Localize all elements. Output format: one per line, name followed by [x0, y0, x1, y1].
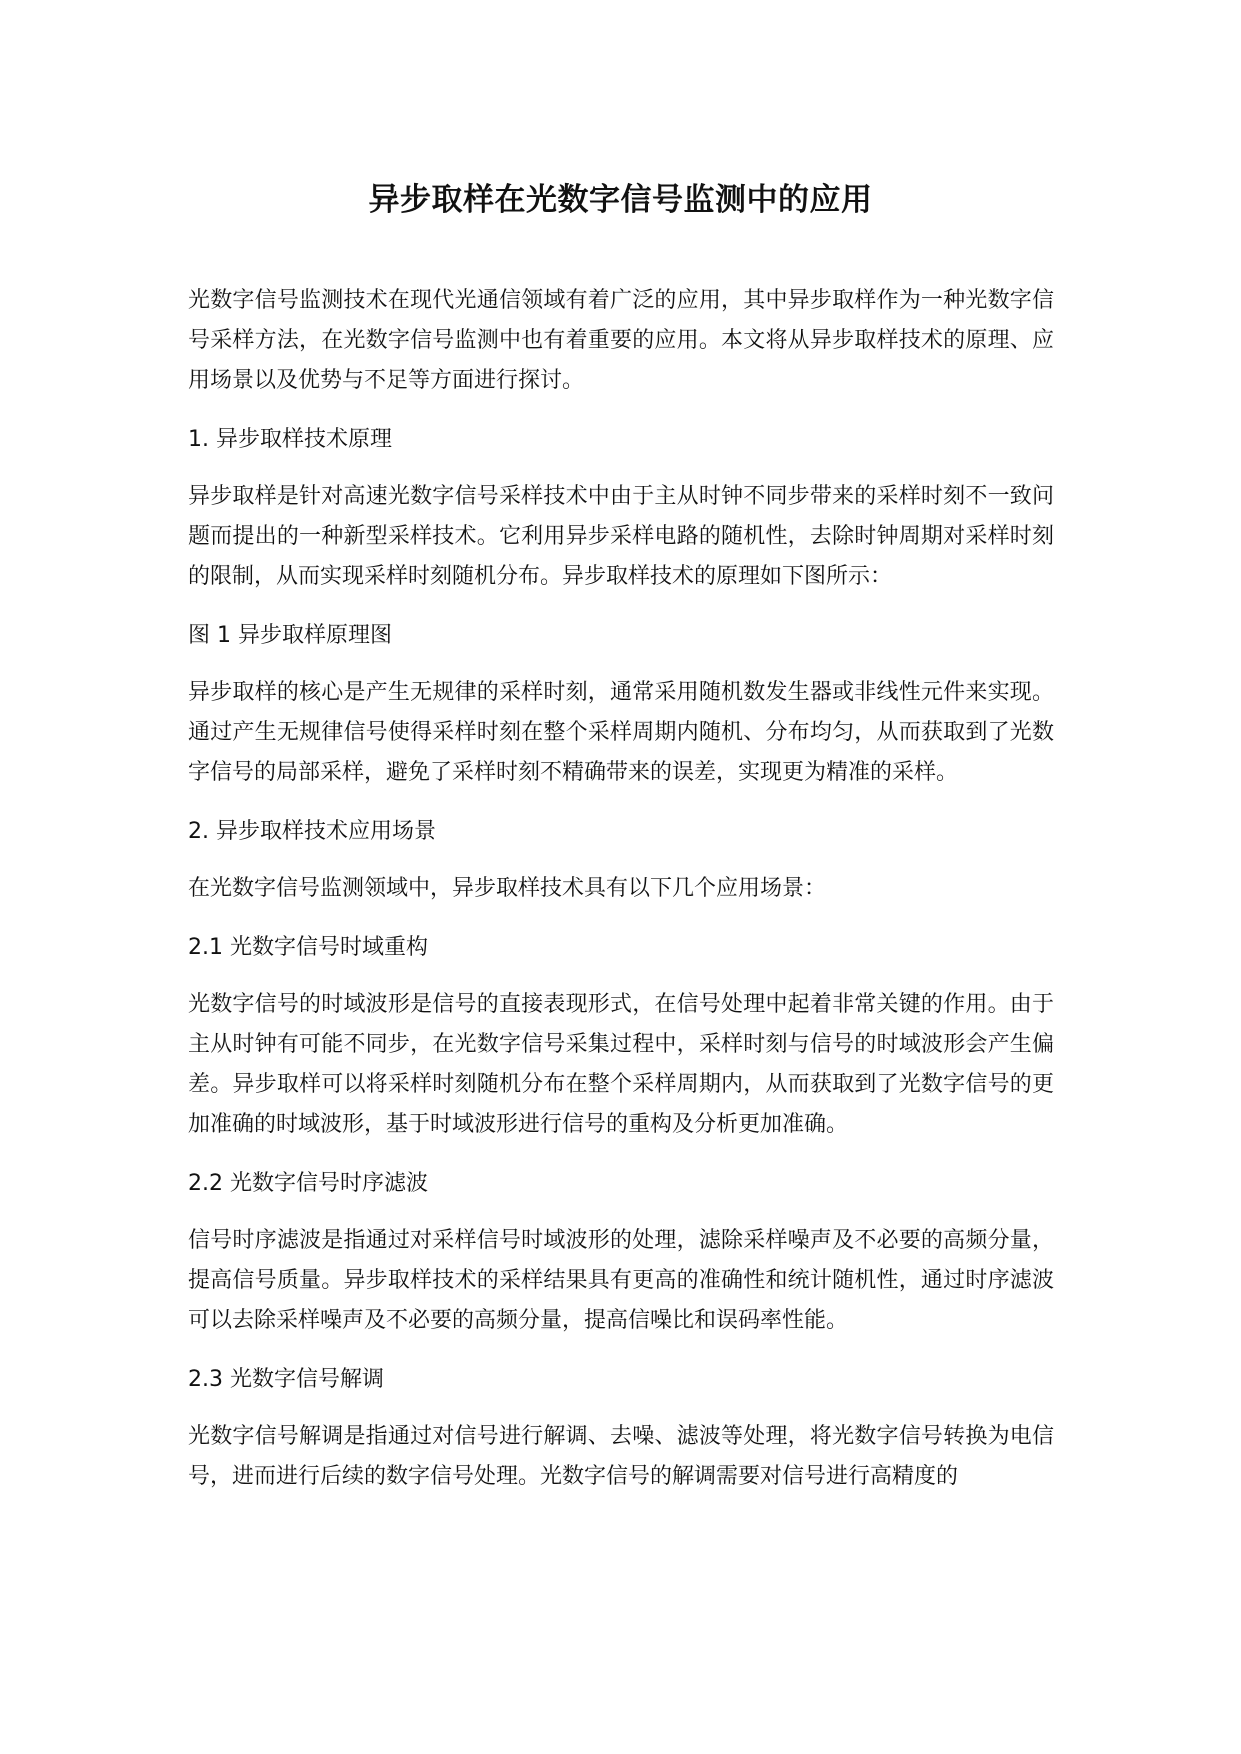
document-title: 异步取样在光数字信号监测中的应用 [368, 182, 873, 218]
subsection-heading-2-2: 2.2 光数字信号时序滤波 [188, 1171, 428, 1196]
section-heading-2: 2. 异步取样技术应用场景 [188, 819, 436, 844]
document-body [188, 281, 1054, 1516]
body-paragraph: 异步取样是针对高速光数字信号采样技术中由于主从时钟不同步带来的采样时刻不一致问题而提出的一种新型采样技术。它利用异步采样电路的随机性，去除时钟周期对采样时刻的限制，从而实现采样时刻随机分布。异步取样技术的原理如下图所示： [188, 484, 1054, 589]
section-heading-1: 1. 异步取样技术原理 [188, 427, 392, 452]
body-paragraph: 光数字信号的时域波形是信号的直接表现形式，在信号处理中起着非常关键的作用。由于主从时钟有可能不同步，在光数字信号采集过程中，采样时刻与信号的时域波形会产生偏差。异步取样可以将采样时刻随机分布在整个采样周期内，从而获取到了光数字信号的更加准确的时域波形，基于时域波形进行信号的重构及分析更加准确。 [188, 992, 1054, 1137]
intro-paragraph: 光数字信号监测技术在现代光通信领域有着广泛的应用，其中异步取样作为一种光数字信号采样方法，在光数字信号监测中也有着重要的应用。本文将从异步取样技术的原理、应用场景以及优势与不足等方面进行探讨。 [188, 288, 1054, 393]
subsection-heading-2-3: 2.3 光数字信号解调 [188, 1367, 384, 1392]
body-paragraph: 信号时序滤波是指通过对采样信号时域波形的处理，滤除采样噪声及不必要的高频分量，提高信号质量。异步取样技术的采样结果具有更高的准确性和统计随机性，通过时序滤波可以去除采样噪声及不必要的高频分量，提高信噪比和误码率性能。 [188, 1228, 1054, 1333]
body-paragraph: 光数字信号解调是指通过对信号进行解调、去噪、滤波等处理，将光数字信号转换为电信号，进而进行后续的数字信号处理。光数字信号的解调需要对信号进行高精度的 [188, 1424, 1054, 1489]
body-paragraph: 在光数字信号监测领域中，异步取样技术具有以下几个应用场景： [188, 876, 827, 901]
subsection-heading-2-1: 2.1 光数字信号时域重构 [188, 935, 428, 960]
figure-caption: 图 1 异步取样原理图 [188, 623, 392, 648]
body-paragraph: 异步取样的核心是产生无规律的采样时刻，通常采用随机数发生器或非线性元件来实现。通过产生无规律信号使得采样时刻在整个采样周期内随机、分布均匀，从而获取到了光数字信号的局部采样，避免了采样时刻不精确带来的误差，实现更为精准的采样。 [188, 680, 1054, 785]
